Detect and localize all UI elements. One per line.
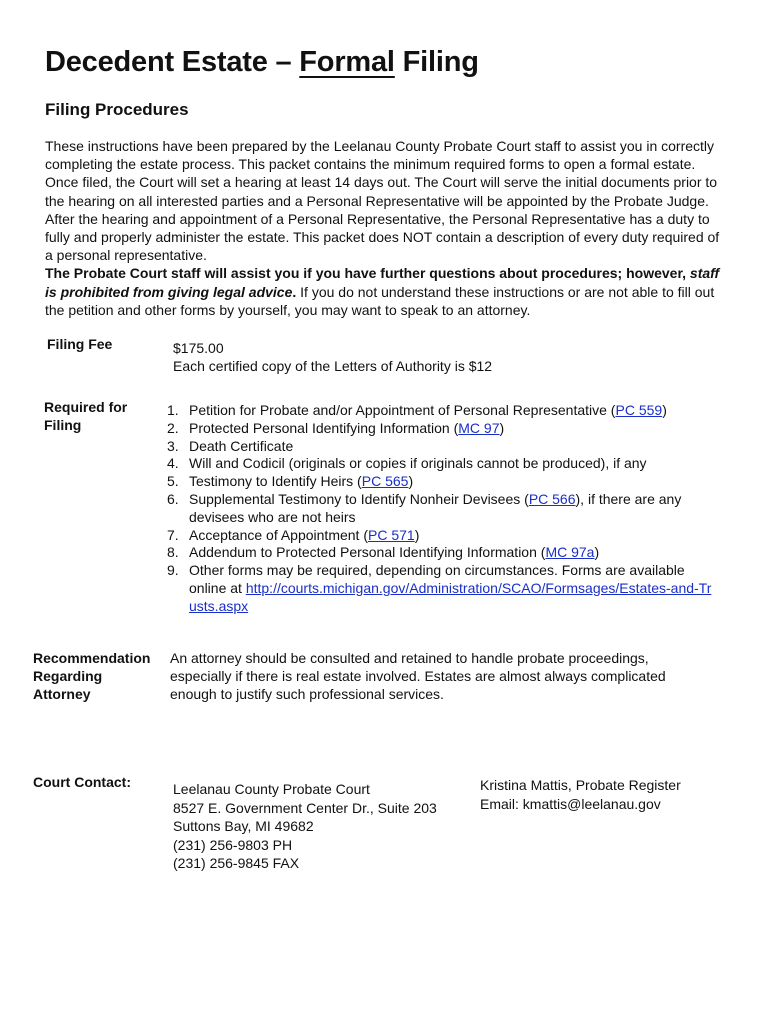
intro-text-2: If you do not understand these instructions or are not able to fill out the petition and other forms by yourself, you may want to speak to an attorney. <box>45 283 715 318</box>
required-item-text: Other forms may be required, depending on circumstances. Forms are available online at <box>189 562 685 596</box>
recommendation-text: An attorney should be consulted and retained to handle probate proceedings, especially if there is real estate involved. Estates are almost always complicated enough to justify such professional services. <box>170 650 666 703</box>
required-item-number: 8. <box>167 544 179 561</box>
court-phone: (231) 256-9803 PH <box>173 836 293 853</box>
section-heading: Filing Procedures <box>45 100 189 119</box>
court-address-block <box>173 780 437 873</box>
required-item-suffix: ) <box>408 473 414 490</box>
form-link[interactable]: PC 566 <box>528 490 576 507</box>
required-item-number: 6. <box>167 490 179 507</box>
required-item <box>167 544 717 562</box>
filing-fee-note: Each certified copy of the Letters of Authority is $12 <box>173 358 493 374</box>
required-item <box>167 455 717 473</box>
required-item-text: Petition for Probate and/or Appointment of Personal Representative ( <box>189 402 616 418</box>
court-name: Leelanau County Probate Court <box>173 781 370 797</box>
required-item <box>167 473 717 491</box>
required-item <box>167 402 717 420</box>
court-contact-label: Court Contact: <box>33 774 131 790</box>
required-item-text: Will and Codicil (originals or copies if originals cannot be produced), if any <box>189 455 647 472</box>
form-link[interactable]: PC 565 <box>361 473 409 490</box>
court-address-line1: 8527 E. Government Center Dr., Suite 203 <box>173 799 437 816</box>
required-label-line2: Filing <box>44 417 82 434</box>
required-label-line1: Required for <box>44 399 128 415</box>
register-name: Kristina Mattis, Probate Register <box>480 777 681 793</box>
recommendation-label-line1: Recommendation <box>33 650 151 666</box>
intro-bold: The Probate Court staff will assist you if you have further questions about procedures; however, <box>45 265 690 282</box>
required-item-suffix: ), if there are any devisees who are not heirs <box>189 490 682 525</box>
title-underlined: Formal <box>299 46 395 78</box>
intro-bold-end: . <box>292 283 297 300</box>
recommendation-label-line2: Regarding <box>33 668 103 685</box>
filing-fee-label: Filing Fee <box>47 336 113 352</box>
required-item-number: 2. <box>167 419 179 436</box>
required-item <box>167 491 717 527</box>
court-fax: (231) 256-9845 FAX <box>173 855 300 872</box>
recommendation-label-line3: Attorney <box>33 686 91 703</box>
required-label <box>44 398 127 434</box>
required-item-number: 7. <box>167 526 179 543</box>
required-item <box>167 527 717 545</box>
required-item-text: Supplemental Testimony to Identify Nonheir Devisees ( <box>189 490 529 507</box>
required-item-text: Acceptance of Appointment ( <box>189 526 368 543</box>
title-pre: Decedent Estate – <box>45 46 300 78</box>
title-post: Filing <box>394 46 479 78</box>
page-title <box>45 46 479 79</box>
form-link[interactable]: MC 97a <box>545 544 595 561</box>
required-item-number: 5. <box>167 473 179 490</box>
required-item-suffix: ) <box>662 402 667 418</box>
required-item <box>167 420 717 438</box>
form-link[interactable]: PC 571 <box>368 526 415 543</box>
filing-fee-amount: $175.00 <box>173 340 224 356</box>
intro-paragraph <box>45 137 725 319</box>
required-item <box>167 438 717 456</box>
intro-text: These instructions have been prepared by the Leelanau County Probate Court staff to assist you in correctly completing the estate process. This packet contains the minimum required forms to open a formal estate. Once filed, the Court will set a hearing at least 14 days out. The Court will serve the initial documents prior to the hearing on all interested parties and a Personal Representative will be appointed by the Probate Judge. After the hearing and appointment of a Personal Representative, the Personal Representative has a duty to fully and properly administer the estate. This packet does NOT contain a description of every duty required of a personal representative. <box>45 138 720 264</box>
intro-bold-italic: staff is prohibited from giving legal advice <box>45 265 720 300</box>
register-email: Email: kmattis@leelanau.gov <box>480 795 661 812</box>
required-item-text: Protected Personal Identifying Information ( <box>189 419 459 436</box>
form-link[interactable]: MC 97 <box>458 419 500 436</box>
form-link[interactable]: PC 559 <box>615 402 663 418</box>
required-forms-list <box>167 402 717 616</box>
required-item-text: Testimony to Identify Heirs ( <box>189 473 362 490</box>
required-item-number: 3. <box>167 437 179 454</box>
required-item <box>167 562 717 615</box>
required-item-suffix: ) <box>594 544 600 561</box>
required-item-number: 4. <box>167 455 179 472</box>
required-item-suffix: ) <box>414 526 420 543</box>
required-item-number: 9. <box>167 562 179 579</box>
court-address-line2: Suttons Bay, MI 49682 <box>173 818 314 835</box>
required-item-number: 1. <box>167 402 179 418</box>
required-item-text: Addendum to Protected Personal Identifying Information ( <box>189 544 546 561</box>
form-link[interactable]: http://courts.michigan.gov/Administration/SCAO/Formsages/Estates-and-Trusts.aspx <box>189 579 712 614</box>
recommendation-label <box>33 649 150 704</box>
register-block <box>480 776 681 813</box>
required-item-suffix: ) <box>499 419 505 436</box>
required-item-text: Death Certificate <box>189 437 294 454</box>
